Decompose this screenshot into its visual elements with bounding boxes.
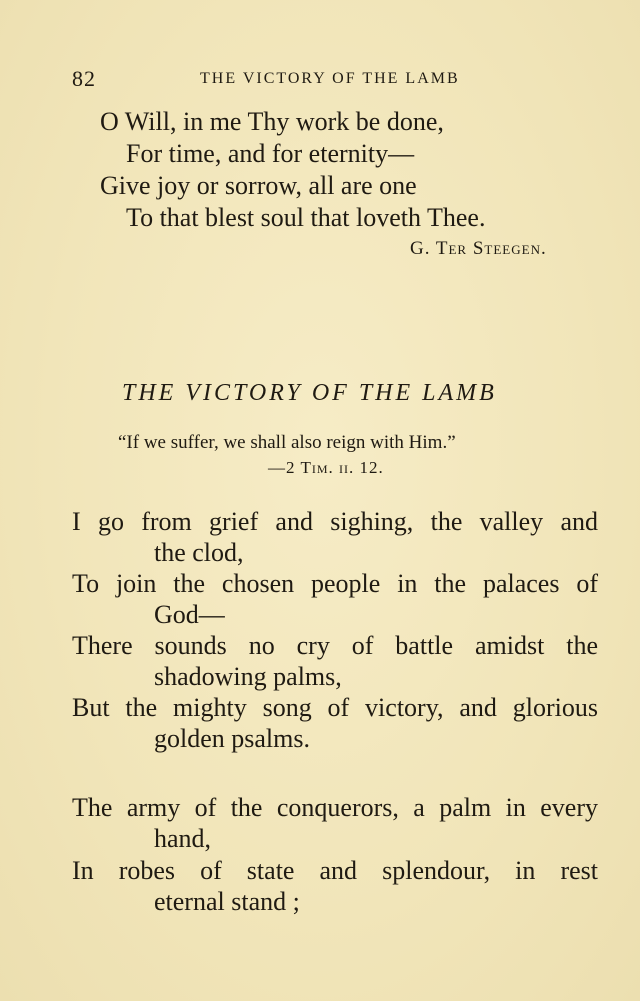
poem-line-continuation: God— [154, 600, 225, 629]
poem-line: To join the chosen people in the palaces of [72, 569, 598, 598]
poem-line-continuation: hand, [154, 824, 212, 853]
preceding-poem-line: Give joy or sorrow, all are one [100, 171, 417, 200]
epigraph-source: —2 Tim. ii. 12. [268, 458, 384, 477]
running-head: THE VICTORY OF THE LAMB [200, 70, 460, 87]
epigraph-quote: “If we suffer, we shall also reign with Him.” [118, 432, 456, 453]
preceding-poem-line: To that blest soul that loveth Thee. [126, 203, 486, 232]
poem-line: The army of the conquerors, a palm in every [72, 793, 598, 822]
preceding-poem-line: For time, and for eternity— [126, 139, 415, 168]
poem-line-continuation: eternal stand ; [154, 887, 300, 916]
poem-line: But the mighty song of victory, and glorious [72, 693, 598, 722]
page-number: 82 [72, 66, 96, 91]
poem-line-continuation: golden psalms. [154, 724, 310, 753]
poem-title: THE VICTORY OF THE LAMB [122, 380, 497, 406]
poem-attribution: G. Ter Steegen. [410, 238, 547, 259]
poem-line-continuation: the clod, [154, 538, 244, 567]
poem-line-continuation: shadowing palms, [154, 662, 342, 691]
poem-line: There sounds no cry of battle amidst the [72, 631, 598, 660]
preceding-poem-line: O Will, in me Thy work be done, [100, 107, 444, 136]
poem-line: In robes of state and splendour, in rest [72, 856, 598, 885]
poem-line: I go from grief and sighing, the valley and [72, 507, 598, 536]
